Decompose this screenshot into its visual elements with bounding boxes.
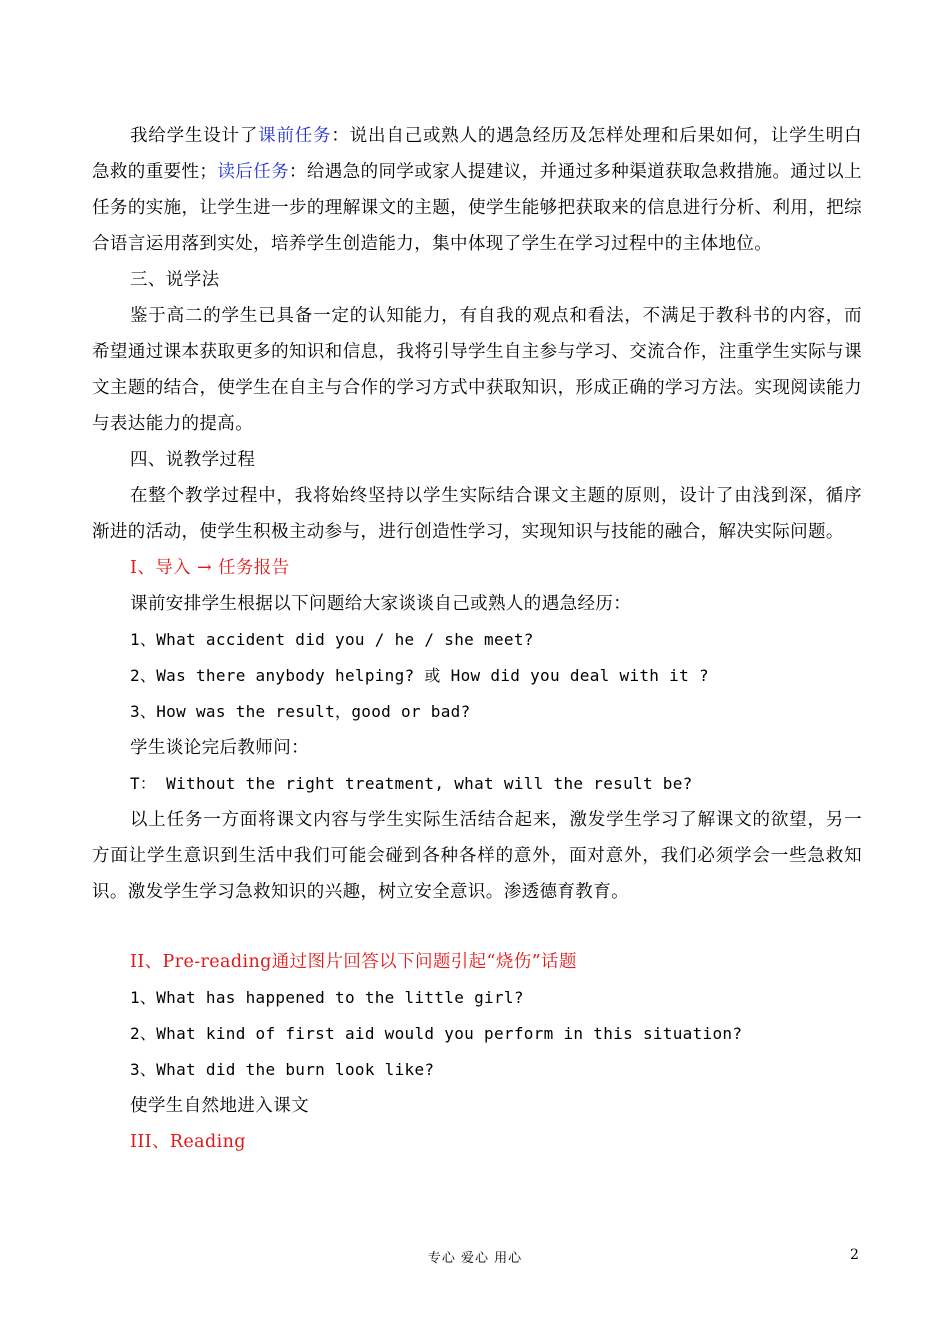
step-heading-pre-reading: II、Pre-reading通过图片回答以下问题引起“烧伤”话题: [130, 952, 577, 972]
question-item: 2、Was there anybody helping? 或 How did you deal with it ?: [130, 666, 709, 685]
paragraph-tasks: 我给学生设计了课前任务：说出自己或熟人的遇急经历及怎样处理和后果如何，让学生明白急救的重要性；读后任务：给遇急的同学或家人提建议，并通过多种渠道获取急救措施。通过以上任务的实施，让学生进一步的理解课文的主题，使学生能够把获取来的信息进行分析、利用，把综合语言运用落到实处，培养学生创造能力，集中体现了学生在学习过程中的主体地位。: [92, 126, 862, 254]
step-heading-lead-in: I、导入 → 任务报告: [130, 558, 290, 578]
question-item: 1、What accident did you / he / she meet?: [130, 630, 534, 649]
step1-summary: 以上任务一方面将课文内容与学生实际生活结合起来，激发学生学习了解课文的欲望，另一方面让学生意识到生活中我们可能会碰到各种各样的意外，面对意外，我们必须学会一些急救知识。激发学生学习急救知识的兴趣，树立安全意识。渗透德育教育。: [92, 810, 862, 902]
footer-motto: 专心 爱心 用心: [427, 1251, 523, 1266]
page-number: 2: [850, 1247, 859, 1263]
step2-note: 使学生自然地进入课文: [130, 1096, 309, 1116]
teacher-intro: 学生谈论完后教师问：: [130, 738, 309, 758]
step1-intro: 课前安排学生根据以下问题给大家谈谈自己或熟人的遇急经历：: [130, 594, 632, 614]
teacher-question: T： Without the right treatment, what will the result be?: [130, 774, 693, 793]
step-heading-reading: III、Reading: [130, 1132, 246, 1152]
question-item: 3、How was the result，good or bad?: [130, 702, 471, 721]
paragraph-learning-method: 鉴于高二的学生已具备一定的认知能力，有自我的观点和看法，不满足于教科书的内容，而希望通过课本获取更多的知识和信息，我将引导学生自主参与学习、交流合作，注重学生实际与课文主题的结合，使学生在自主与合作的学习方式中获取知识，形成正确的学习方法。实现阅读能力与表达能力的提高。: [92, 306, 862, 434]
question-item: 3、What did the burn look like?: [130, 1060, 435, 1079]
document-page: [92, 118, 862, 1160]
highlight-pre-class-task: 课前任务: [258, 126, 332, 146]
blank-line: [92, 910, 862, 944]
paragraph-teaching-process: 在整个教学过程中，我将始终坚持以学生实际结合课文主题的原则，设计了由浅到深，循序渐进的活动，使学生积极主动参与，进行创造性学习，实现知识与技能的融合，解决实际问题。: [92, 486, 862, 542]
section-heading-teaching-process: 四、说教学过程: [130, 450, 256, 470]
question-item: 1、What has happened to the little girl?: [130, 988, 524, 1007]
question-item: 2、What kind of first aid would you perform in this situation?: [130, 1024, 743, 1043]
section-heading-learning-method: 三、说学法: [130, 270, 220, 290]
highlight-post-reading-task: 读后任务: [217, 162, 289, 182]
